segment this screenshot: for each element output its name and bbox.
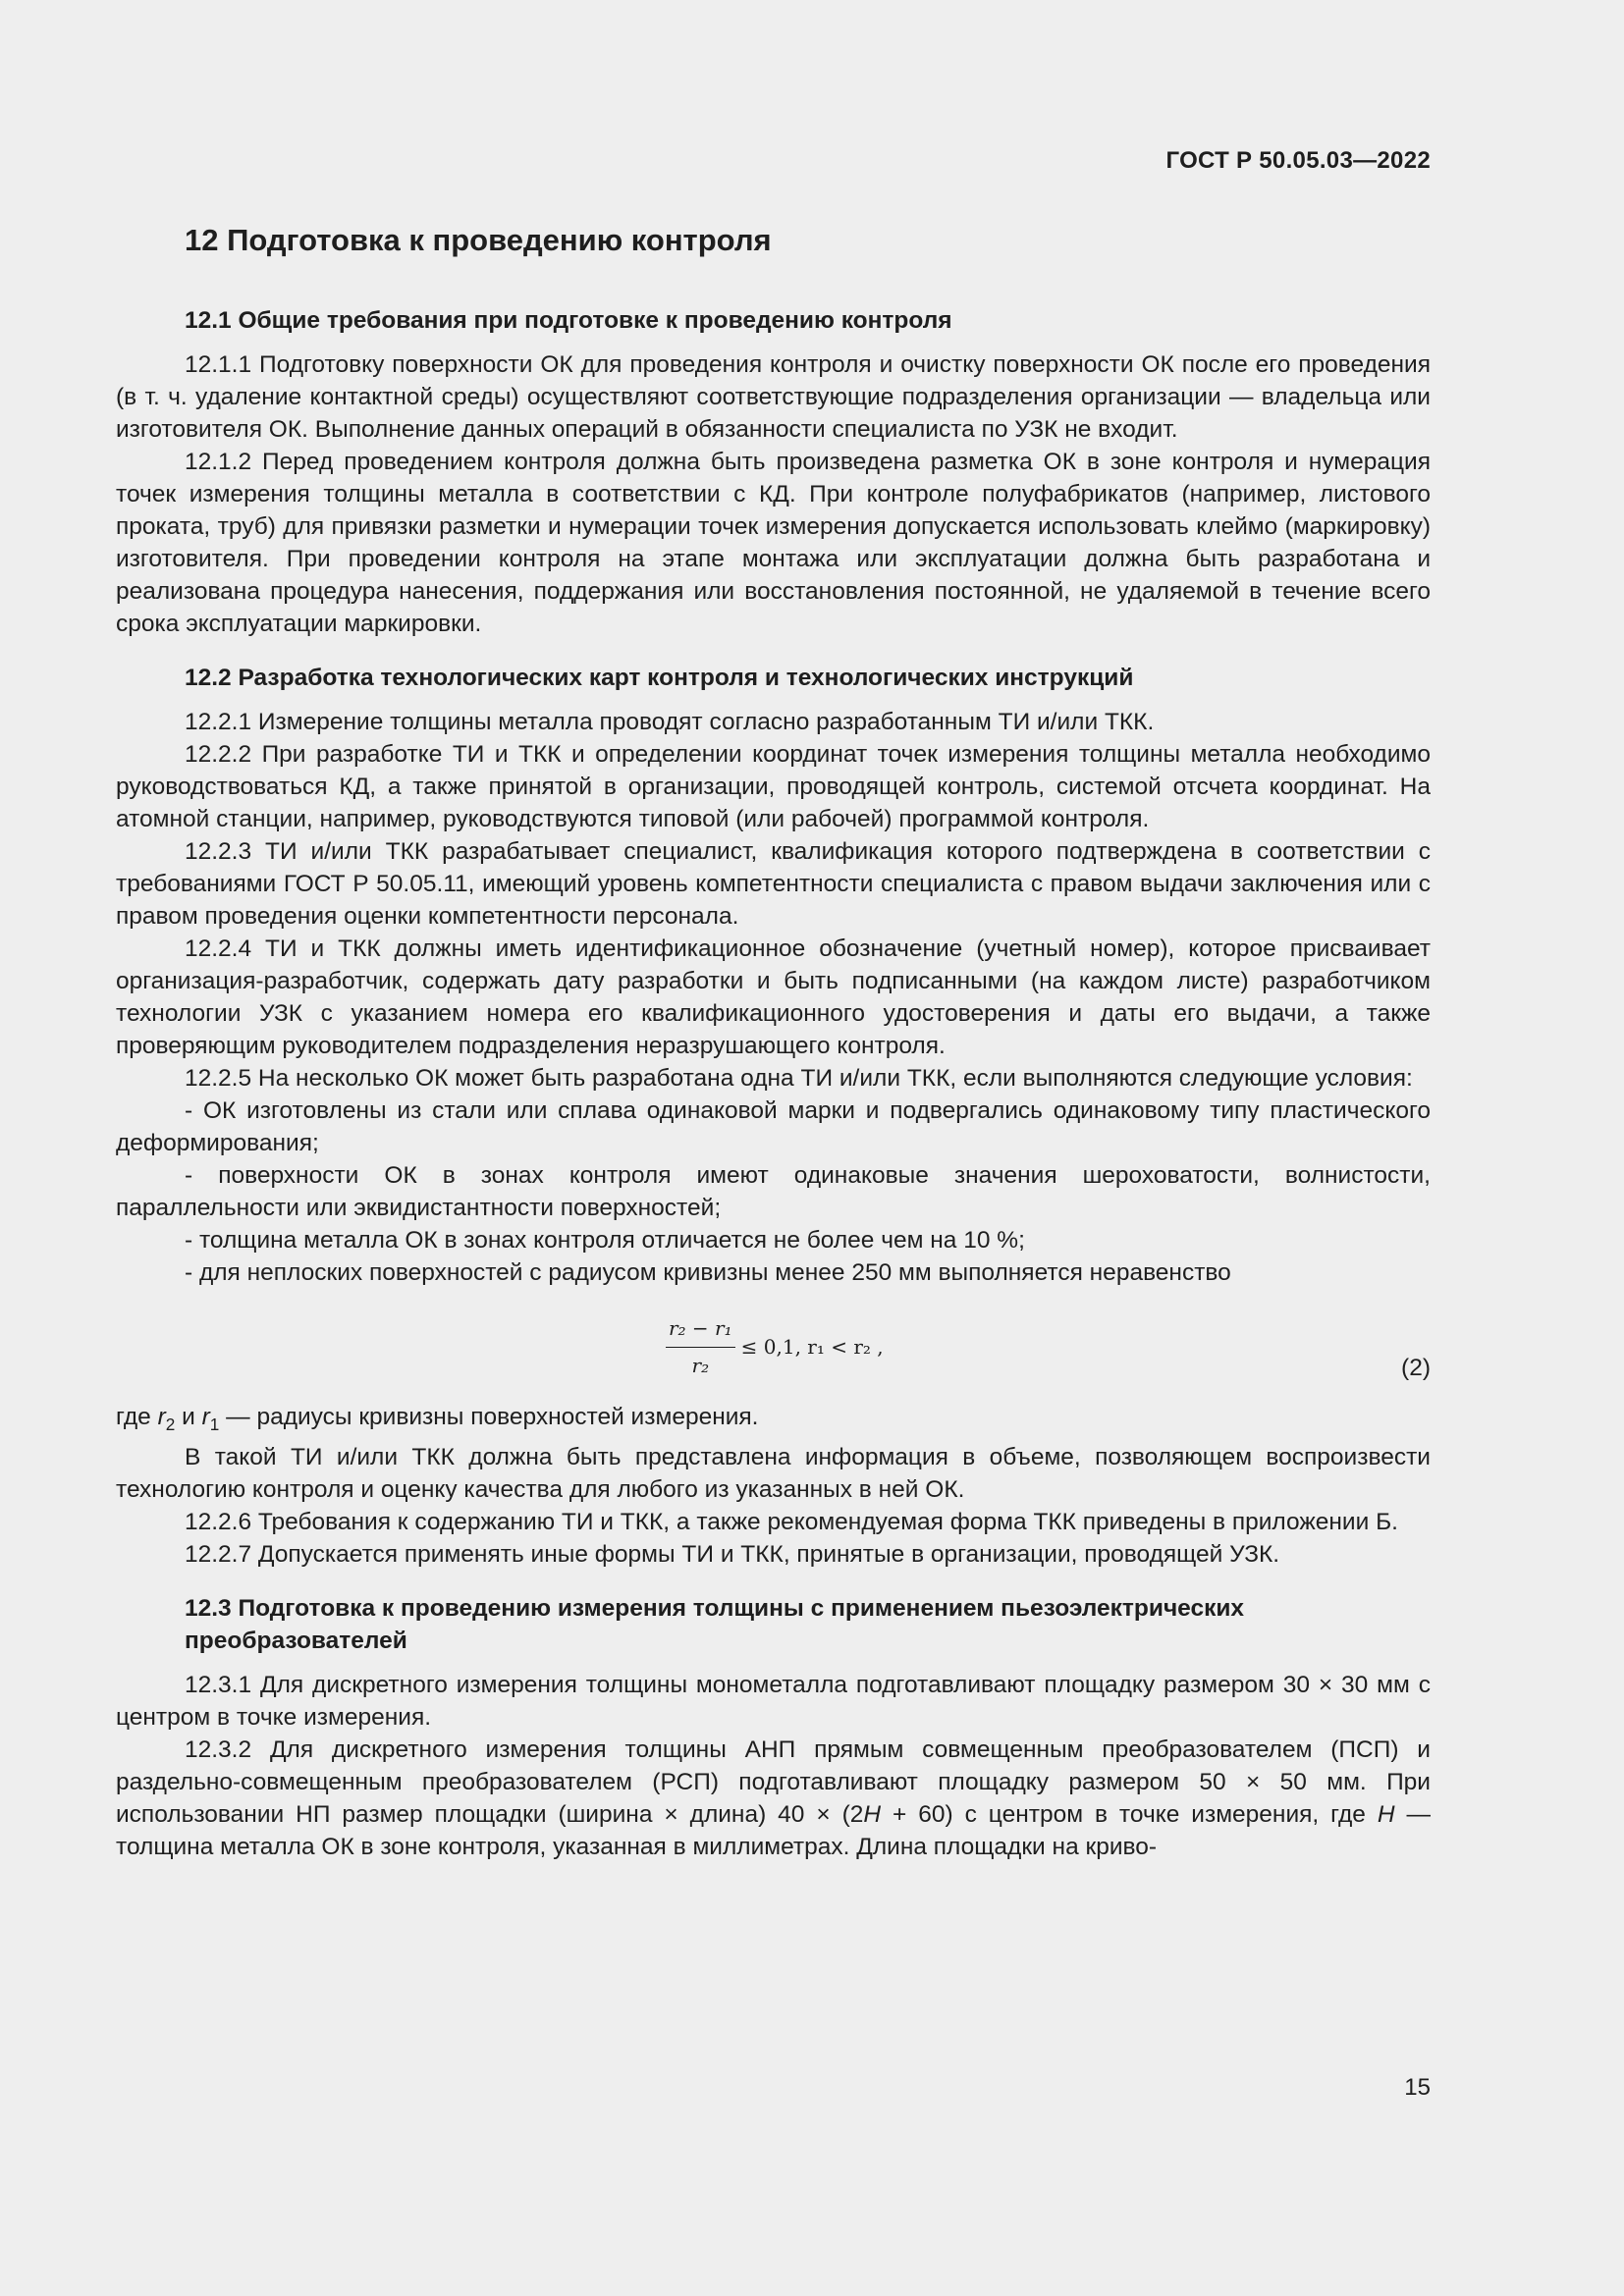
standard-designation: ГОСТ Р 50.05.03—2022: [1165, 147, 1431, 174]
paragraph-12-3-1: 12.3.1 Для дискретного измерения толщины монометалла подготавливают площадку размером 30 × 30 мм с центром в точке измерения.: [116, 1671, 1431, 1731]
paragraph-12-2-5: 12.2.5 На несколько ОК может быть разработана одна ТИ и/или ТКК, если выполняются следующие условия:: [185, 1065, 1413, 1092]
formula-expression: [666, 1312, 884, 1382]
subsection-title-12-2: 12.2 Разработка технологических карт контроля и технологических инструкций: [185, 665, 1134, 691]
list-item: - ОК изготовлены из стали или сплава одинаковой марки и подвергались одинаковому типу пластического деформирования;: [116, 1097, 1431, 1156]
formula-denominator: r₂: [691, 1354, 710, 1377]
formula-condition: ≤ 0,1, r₁ < r₂ ,: [740, 1335, 884, 1359]
formula-fraction: [666, 1312, 735, 1382]
paragraph-12-2-5-note: В такой ТИ и/или ТКК должна быть представлена информация в объеме, позволяющем воспроизвести технологию контроля и оценку качества для любого из указанных в ней ОК.: [116, 1443, 1431, 1503]
subsection-title-12-3: 12.3 Подготовка к проведению измерения толщины с применением пьезоэлектрических преобразователей: [185, 1594, 1245, 1654]
paragraph-12-2-1: 12.2.1 Измерение толщины металла проводят согласно разработанным ТИ и/или ТКК.: [185, 709, 1155, 735]
list-item: - поверхности ОК в зонах контроля имеют одинаковые значения шероховатости, волнистости, параллельности или эквидистантности поверхностей;: [116, 1162, 1431, 1221]
paragraph-12-2-3: 12.2.3 ТИ и/или ТКК разрабатывает специалист, квалификация которого подтверждена в соответствии с требованиями ГОСТ Р 50.05.11, имеющий уровень компетентности специалиста с правом выдачи заключения или с правом проведения оценки компетентности персонала.: [116, 838, 1431, 930]
paragraph-12-2-7: 12.2.7 Допускается применять иные формы ТИ и ТКК, принятые в организации, проводящей УЗК.: [185, 1540, 1280, 1568]
formula-explanation: где $r_2$ и $r_1$ — радиусы кривизны поверхностей измерения.: [116, 1404, 759, 1434]
paragraph-12-2-2: 12.2.2 При разработке ТИ и ТКК и определении координат точек измерения толщины металла необходимо руководствоваться КД, а также принятой в организации, проводящей контроль, системой отсчета координат. На атомной станции, например, руководствуются типовой (или рабочей) программой контроля.: [116, 741, 1431, 832]
page-body: [116, 221, 1431, 1863]
page-number: 15: [1404, 2074, 1431, 2101]
subsection-title-12-1: 12.1 Общие требования при подготовке к проведению контроля: [185, 307, 952, 334]
formula-number: (2): [1401, 1355, 1431, 1381]
formula-2: [116, 1303, 1431, 1401]
list-item: - толщина металла ОК в зонах контроля отличается не более чем на 10 %;: [185, 1227, 1025, 1254]
paragraph-12-3-2: 12.3.2 Для дискретного измерения толщины АНП прямым совмещенным преобразователем (ПСП) и раздельно-совмещенным преобразователем (РСП) подготавливают площадку размером 50 × 50 мм. При использовании НП размер площадки (ширина × длина) 40 × (2H + 60) с центром в точке измерения, где H — толщина металла ОК в зоне контроля, указанная в миллиметрах. Длина площадки на криво-: [116, 1735, 1431, 1860]
paragraph-12-2-6: 12.2.6 Требования к содержанию ТИ и ТКК, а также рекомендуемая форма ТКК приведены в приложении Б.: [185, 1508, 1398, 1535]
paragraph-12-1-1: 12.1.1 Подготовку поверхности ОК для проведения контроля и очистку поверхности ОК после его проведения (в т. ч. удаление контактной среды) осуществляют соответствующие подразделения организации — владельца или изготовителя ОК. Выполнение данных операций в обязанности специалиста по УЗК не входит.: [116, 351, 1431, 443]
paragraph-12-1-2: 12.1.2 Перед проведением контроля должна быть произведена разметка ОК в зоне контроля и нумерация точек измерения толщины металла в соответствии с КД. При контроле полуфабрикатов (например, листового проката, труб) для привязки разметки и нумерации точек измерения допускается использовать клеймо (маркировку) изготовителя. При проведении контроля на этапе монтажа или эксплуатации должна быть разработана и реализована процедура нанесения, поддержания или восстановления постоянной, не удаляемой в течение всего срока эксплуатации маркировки.: [116, 449, 1431, 637]
list-item: - для неплоских поверхностей с радиусом кривизны менее 250 мм выполняется неравенство: [185, 1259, 1231, 1286]
section-title: 12 Подготовка к проведению контроля: [185, 223, 772, 257]
paragraph-12-2-4: 12.2.4 ТИ и ТКК должны иметь идентификационное обозначение (учетный номер), которое присваивает организация-разработчик, содержать дату разработки и быть подписанными (на каждом листе) разработчиком технологии УЗК с указанием номера его квалификационного удостоверения и даты его выдачи, а также проверяющим руководителем подразделения неразрушающего контроля.: [116, 935, 1431, 1059]
formula-numerator: r₂ − r₁: [666, 1312, 735, 1348]
